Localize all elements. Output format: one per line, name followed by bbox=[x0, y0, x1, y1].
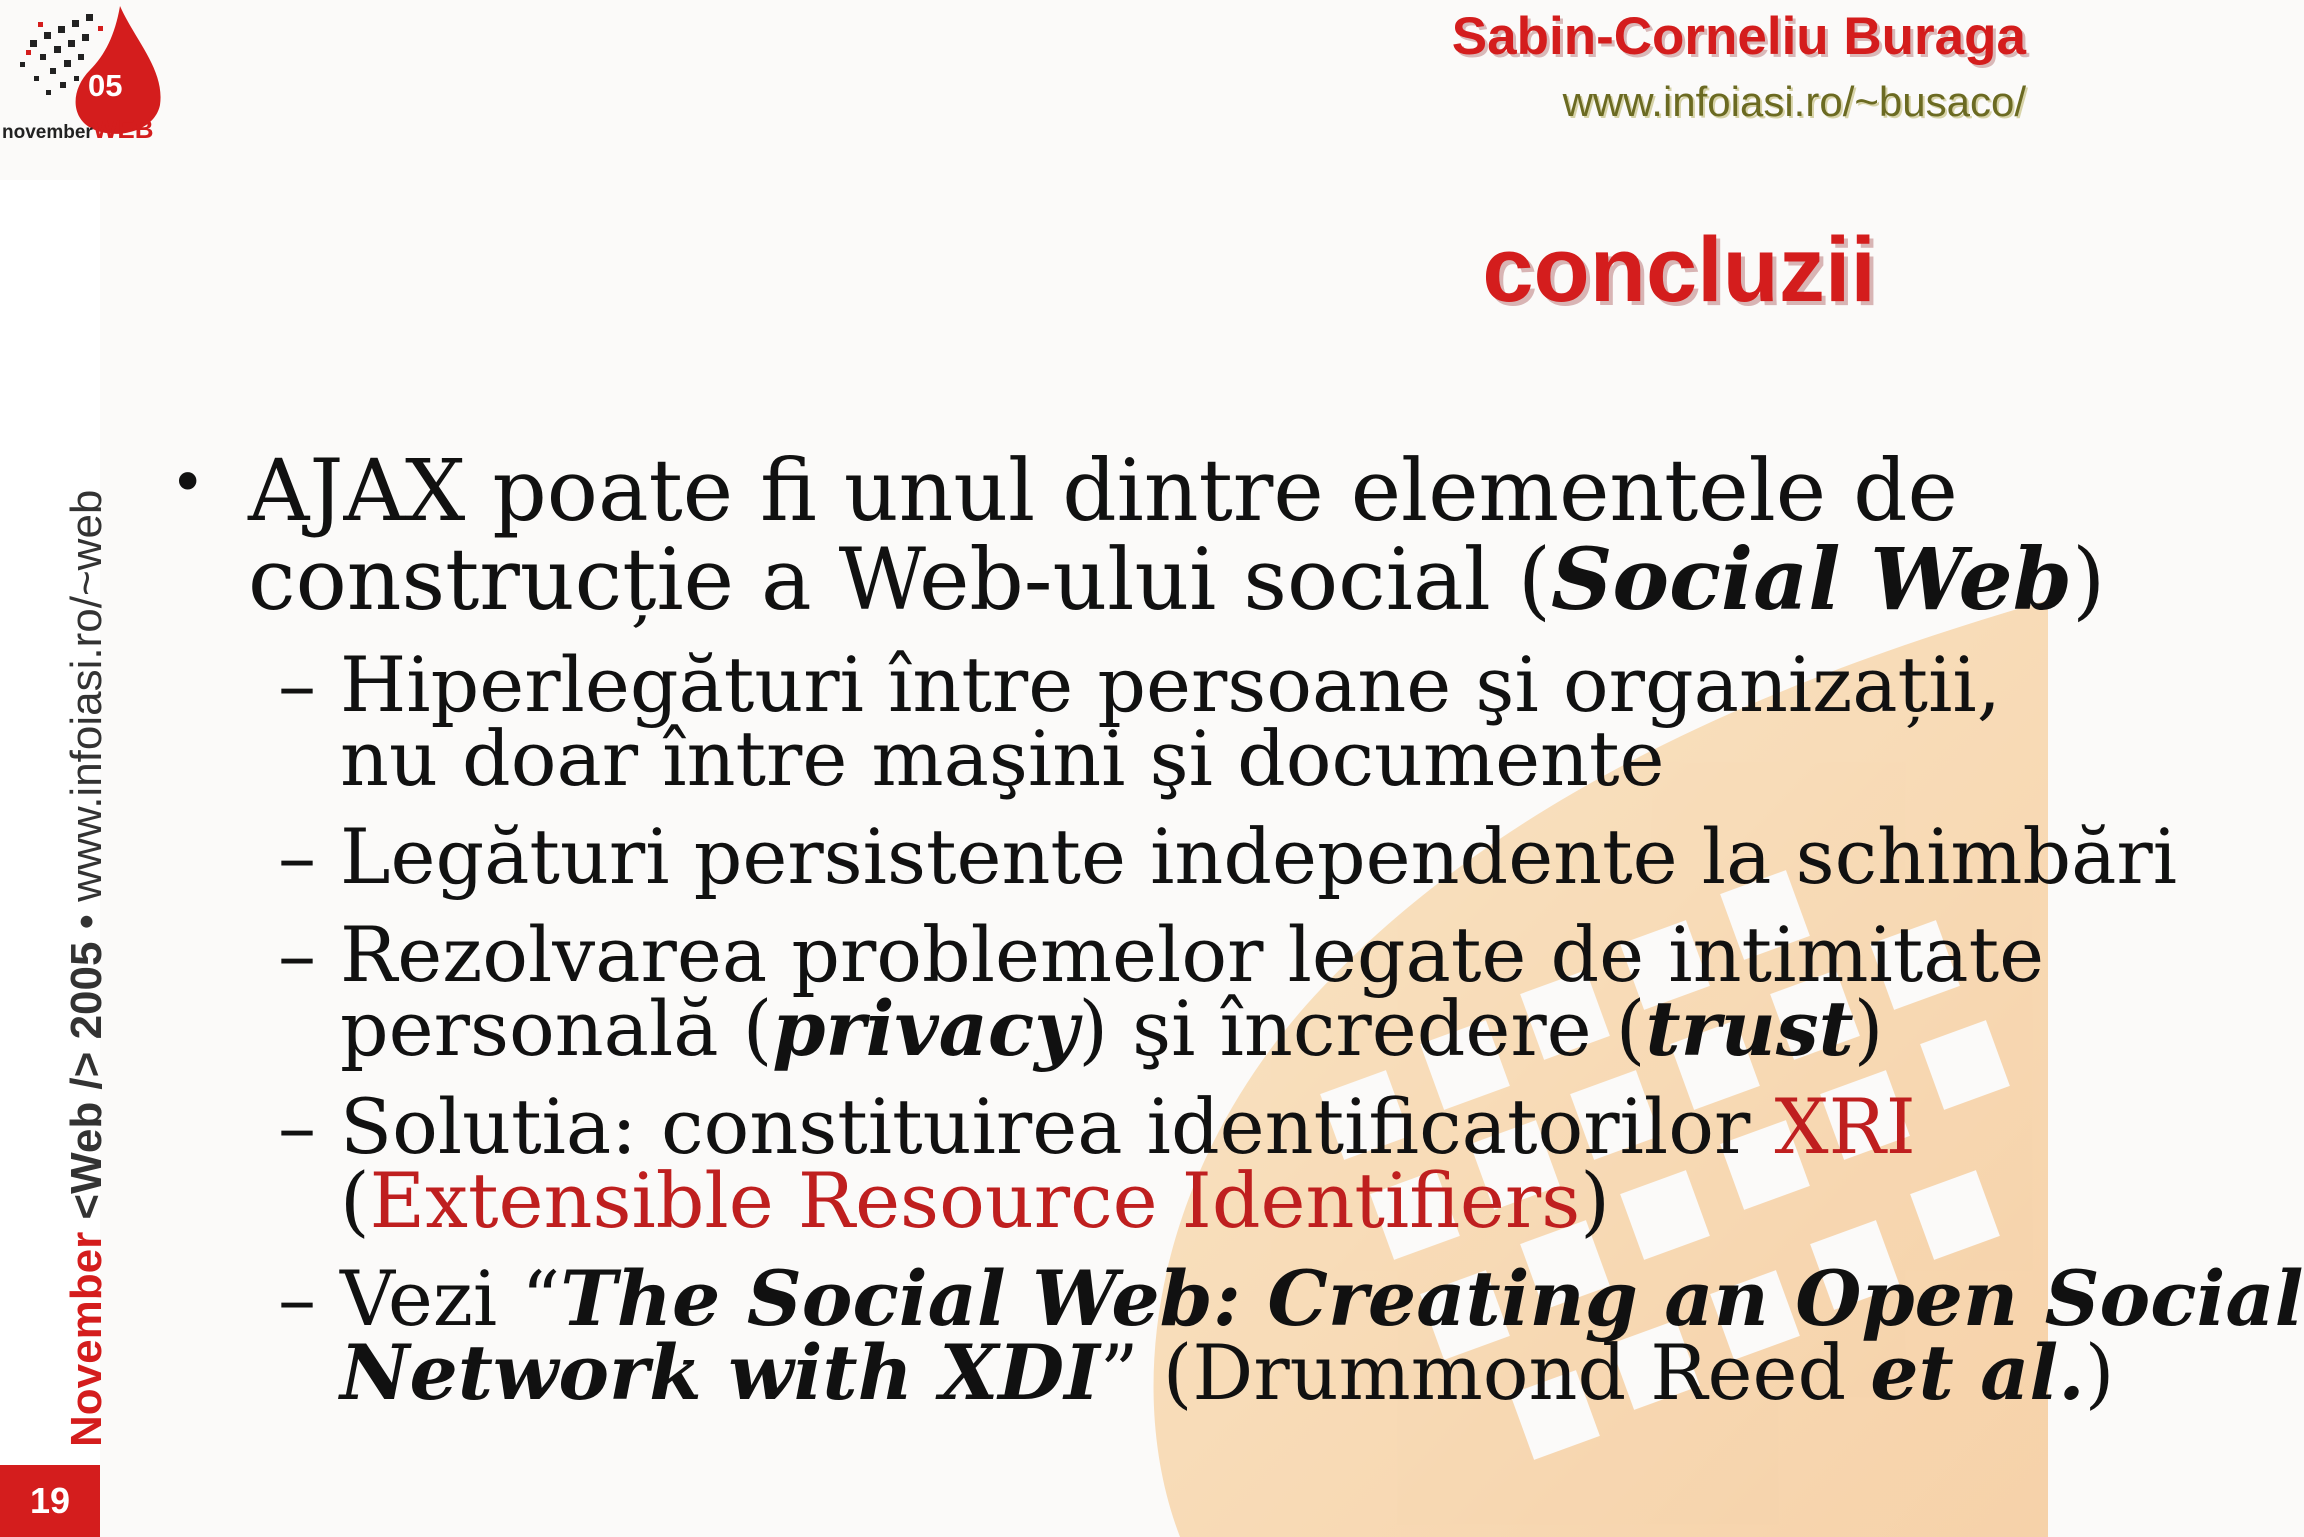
page-number: 19 bbox=[0, 1465, 100, 1537]
subitem-5-line-2 bbox=[340, 1328, 2114, 1417]
side-caption-url: www.infoiasi.ro/~web bbox=[62, 489, 111, 902]
bullet-line-2-close: ) bbox=[2072, 531, 2106, 630]
logo-year: 05 bbox=[88, 68, 123, 103]
social-web-term: Social Web bbox=[1551, 530, 2073, 630]
subitem-1-line-2: nu doar între maşini şi documente bbox=[340, 714, 1665, 803]
bullet-line-2-text: construcție a Web-ului social ( bbox=[248, 531, 1552, 630]
subitem-3-line-2 bbox=[340, 984, 1883, 1073]
dash-1: – bbox=[278, 640, 316, 729]
subitem-3-text-c: ) şi încredere ( bbox=[1078, 984, 1646, 1073]
logo-word-november: november bbox=[2, 122, 93, 143]
privacy-term: privacy bbox=[772, 984, 1079, 1073]
side-caption-separator: • bbox=[62, 901, 111, 942]
subitem-3-line-1: Rezolvarea problemelor legate de intimitate bbox=[340, 910, 2045, 999]
et-al-term: et al. bbox=[1870, 1328, 2085, 1417]
author-url: www.infoiasi.ro/~busaco/ bbox=[1562, 78, 2026, 125]
subitem-3-text-e: ) bbox=[1853, 984, 1884, 1073]
subitem-1-line-1: Hiperlegături între persoane şi organizații, bbox=[340, 640, 2001, 729]
xri-term: XRI bbox=[1774, 1082, 1916, 1171]
subitem-4-text-a: Solutia: constituirea identificatorilor bbox=[340, 1082, 1775, 1171]
slide-title: concluzii bbox=[1482, 219, 1876, 321]
dash-4: – bbox=[278, 1082, 316, 1171]
subitem-4-line-2 bbox=[340, 1156, 1610, 1245]
reference-close: ) bbox=[2084, 1328, 2115, 1417]
subitem-3-text-a: personală ( bbox=[340, 984, 773, 1073]
dash-5: – bbox=[278, 1254, 316, 1343]
bullet-symbol: • bbox=[170, 448, 206, 518]
side-caption-november: November bbox=[62, 1219, 111, 1447]
side-caption-web-tag: <Web /> bbox=[62, 1051, 111, 1220]
subitem-2-line-1: Legături persistente independente la schimbări bbox=[340, 812, 2178, 901]
reference-title-part-1: The Social Web: Creating an Open Social bbox=[560, 1254, 2304, 1343]
logo-word-web: WEB bbox=[92, 114, 154, 144]
subitem-4-close: ) bbox=[1580, 1156, 1610, 1245]
xri-expansion: Extensible Resource Identifiers bbox=[369, 1156, 1581, 1245]
bullet-line-1: AJAX poate fi unul dintre elementele de bbox=[248, 442, 1958, 541]
trust-term: trust bbox=[1645, 984, 1854, 1073]
side-caption-year: 2005 bbox=[62, 941, 111, 1052]
subitem-4-open: ( bbox=[340, 1156, 370, 1245]
bullet-line-2 bbox=[248, 530, 2105, 630]
dash-3: – bbox=[278, 910, 316, 999]
reference-author: ” (Drummond Reed bbox=[1099, 1328, 1871, 1417]
subitem-5-text-a: Vezi “ bbox=[340, 1254, 561, 1343]
author-name: Sabin-Corneliu Buraga bbox=[1451, 7, 2026, 66]
dash-2: – bbox=[278, 812, 316, 901]
reference-title-part-2: Network with XDI bbox=[340, 1328, 1100, 1417]
